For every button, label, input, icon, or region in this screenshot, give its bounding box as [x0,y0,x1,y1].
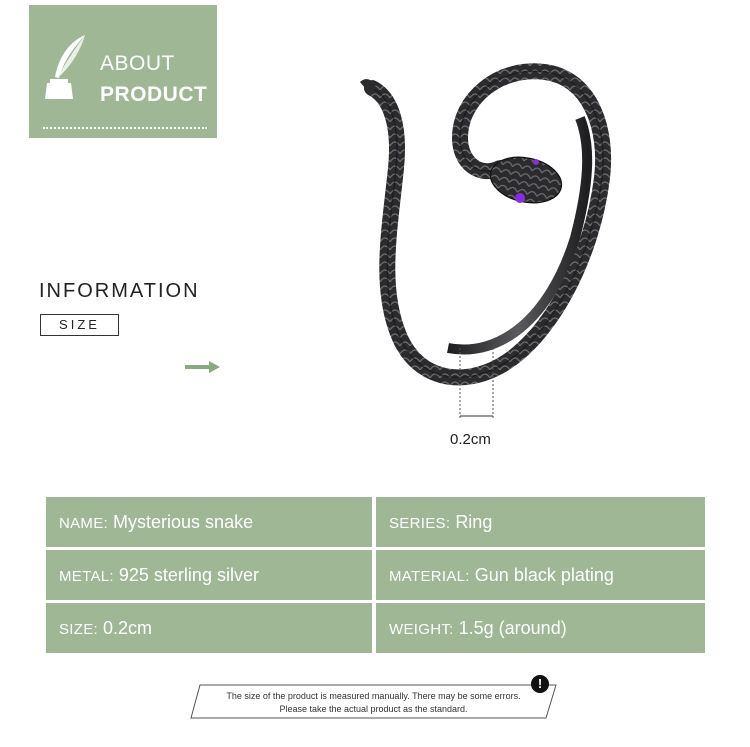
spec-cell-metal [46,550,372,600]
spec-cell-weight [376,603,705,653]
product-label: PRODUCT [100,83,208,106]
about-label: ABOUT [100,52,175,75]
spec-value: 1.5g (around) [458,618,567,638]
gem-eye [515,193,525,203]
size-tag: SIZE [40,314,119,336]
arrow-right-icon [185,360,221,374]
snake-ring-image [330,58,630,478]
spec-label: SIZE: [59,621,99,638]
dotted-divider [43,127,207,129]
information-title: INFORMATION [39,280,200,302]
disclaimer-line-1: The size of the product is measured manually. There may be some errors. [226,691,521,701]
spec-value: Ring [455,512,493,532]
spec-value: 925 sterling silver [118,565,259,585]
warning-icon: ! [531,675,549,693]
dimension-label: 0.2cm [450,431,491,448]
spec-cell-name [46,497,372,547]
spec-value: 0.2cm [103,618,153,638]
spec-value: Gun black plating [474,565,614,585]
spec-label: WEIGHT: [389,621,454,638]
spec-label: NAME: [59,515,109,532]
spec-label: SERIES: [389,515,451,532]
disclaimer-note [190,684,557,719]
spec-label: MATERIAL: [389,568,470,585]
disclaimer-line-2: Please take the actual product as the standard. [279,704,468,714]
spec-table [46,497,705,653]
spec-label: METAL: [59,568,114,585]
quill-inkwell-icon [41,33,93,105]
spec-cell-size [46,603,372,653]
spec-cell-series [376,497,705,547]
spec-cell-material [376,550,705,600]
about-product-badge [29,5,217,138]
spec-value: Mysterious snake [113,512,254,532]
